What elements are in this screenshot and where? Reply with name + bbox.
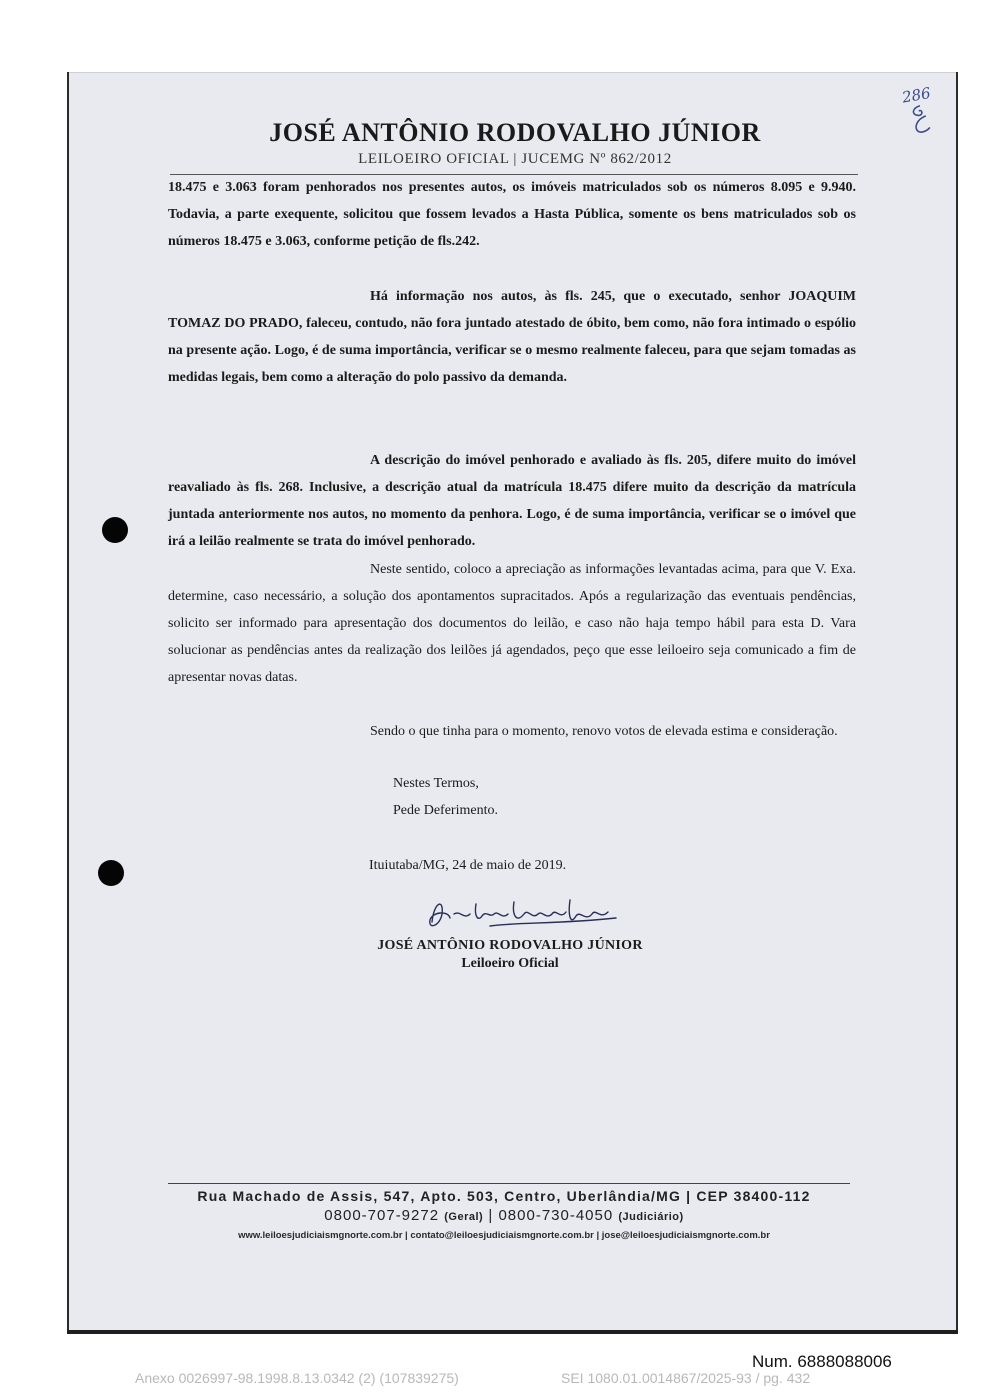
phone-general-label: (Geral) bbox=[444, 1211, 484, 1223]
document-number: Num. 6888088006 bbox=[752, 1352, 892, 1371]
punch-hole-bottom bbox=[98, 860, 124, 886]
paragraph-2: Há informação nos autos, às fls. 245, que o executado, senhor JOAQUIM TOMAZ DO PRADO, faleceu, contudo, não fora juntado atestado de óbito, bem como, não fora intimado o espólio na presente ação. Logo, é de suma importância, verificar se o mesmo realmente faleceu, para que sejam tomadas as medidas legais, bem como a alteração do polo passivo da demanda. bbox=[168, 289, 856, 385]
letterhead-name: JOSÉ ANTÔNIO RODOVALHO JÚNIOR bbox=[269, 118, 761, 147]
place-and-date: Ituiutaba/MG, 24 de maio de 2019. bbox=[369, 858, 567, 873]
handwritten-initials-icon bbox=[904, 101, 937, 137]
annex-reference: Anexo 0026997-98.1998.8.13.0342 (2) (107839275) bbox=[135, 1370, 459, 1386]
phone-separator: | bbox=[488, 1207, 494, 1224]
letterhead-subtitle: LEILOEIRO OFICIAL | JUCEMG Nº 862/2012 bbox=[358, 151, 672, 167]
punch-hole-top bbox=[102, 517, 128, 543]
paragraph-1: 18.475 e 3.063 foram penhorados nos presentes autos, os imóveis matriculados sob os números 8.095 e 9.940. Todavia, a parte exequente, solicitou que fossem levados a Hasta Pública, somente os bens matriculados sob os números 18.475 e 3.063, conforme petição de fls.242. bbox=[168, 180, 856, 249]
sei-reference: SEI 1080.01.0014867/2025-93 / pg. 432 bbox=[561, 1370, 811, 1386]
footer-web-contacts: www.leiloesjudiciaismgnorte.com.br | contato@leiloesjudiciaismgnorte.com.br | jose@leiloesjudiciaismgnorte.com.br bbox=[238, 1230, 770, 1241]
signature-icon bbox=[420, 892, 640, 936]
phone-judicial: 0800-730-4050 bbox=[498, 1207, 614, 1224]
footer-divider bbox=[168, 1183, 850, 1184]
handwritten-page-number: 286 bbox=[901, 83, 949, 140]
scan-edge-right bbox=[956, 72, 958, 1334]
footer-phones bbox=[168, 1207, 840, 1224]
closing-terms: Nestes Termos, bbox=[393, 776, 479, 791]
phone-judicial-label: (Judiciário) bbox=[618, 1211, 684, 1223]
signatory-title: Leiloeiro Oficial bbox=[461, 956, 559, 971]
paragraph-5: Sendo o que tinha para o momento, renovo votos de elevada estima e consideração. bbox=[370, 724, 838, 739]
scan-edge-bottom bbox=[67, 1330, 958, 1334]
closing-request: Pede Deferimento. bbox=[393, 803, 498, 818]
scan-edge-left bbox=[67, 72, 69, 1334]
paragraph-3: A descrição do imóvel penhorado e avaliado às fls. 205, difere muito do imóvel reavaliado às fls. 268. Inclusive, a descrição atual da matrícula 18.475 difere muito da descrição da matrícula juntada anteriormente nos autos, no momento da penhora. Logo, é de suma importância, verificar se o imóvel que irá a leilão realmente se trata do imóvel penhorado. bbox=[168, 453, 856, 549]
handwritten-signature bbox=[420, 892, 640, 936]
scanned-page bbox=[67, 72, 958, 1334]
footer-address: Rua Machado de Assis, 547, Apto. 503, Centro, Uberlândia/MG | CEP 38400-112 bbox=[197, 1188, 811, 1204]
phone-general: 0800-707-9272 bbox=[324, 1207, 440, 1224]
paragraph-4: Neste sentido, coloco a apreciação as informações levantadas acima, para que V. Exa. determine, caso necessário, a solução dos apontamentos supracitados. Após a regularização das eventuais pendências, solicito ser informado para apresentação dos documentos do leilão, e caso não haja tempo hábil para esta D. Vara solucionar as pendências antes da realização dos leilões já agendados, peço que esse leiloeiro seja comunicado a fim de apresentar novas datas. bbox=[168, 562, 856, 685]
signatory-name: JOSÉ ANTÔNIO RODOVALHO JÚNIOR bbox=[377, 938, 643, 953]
